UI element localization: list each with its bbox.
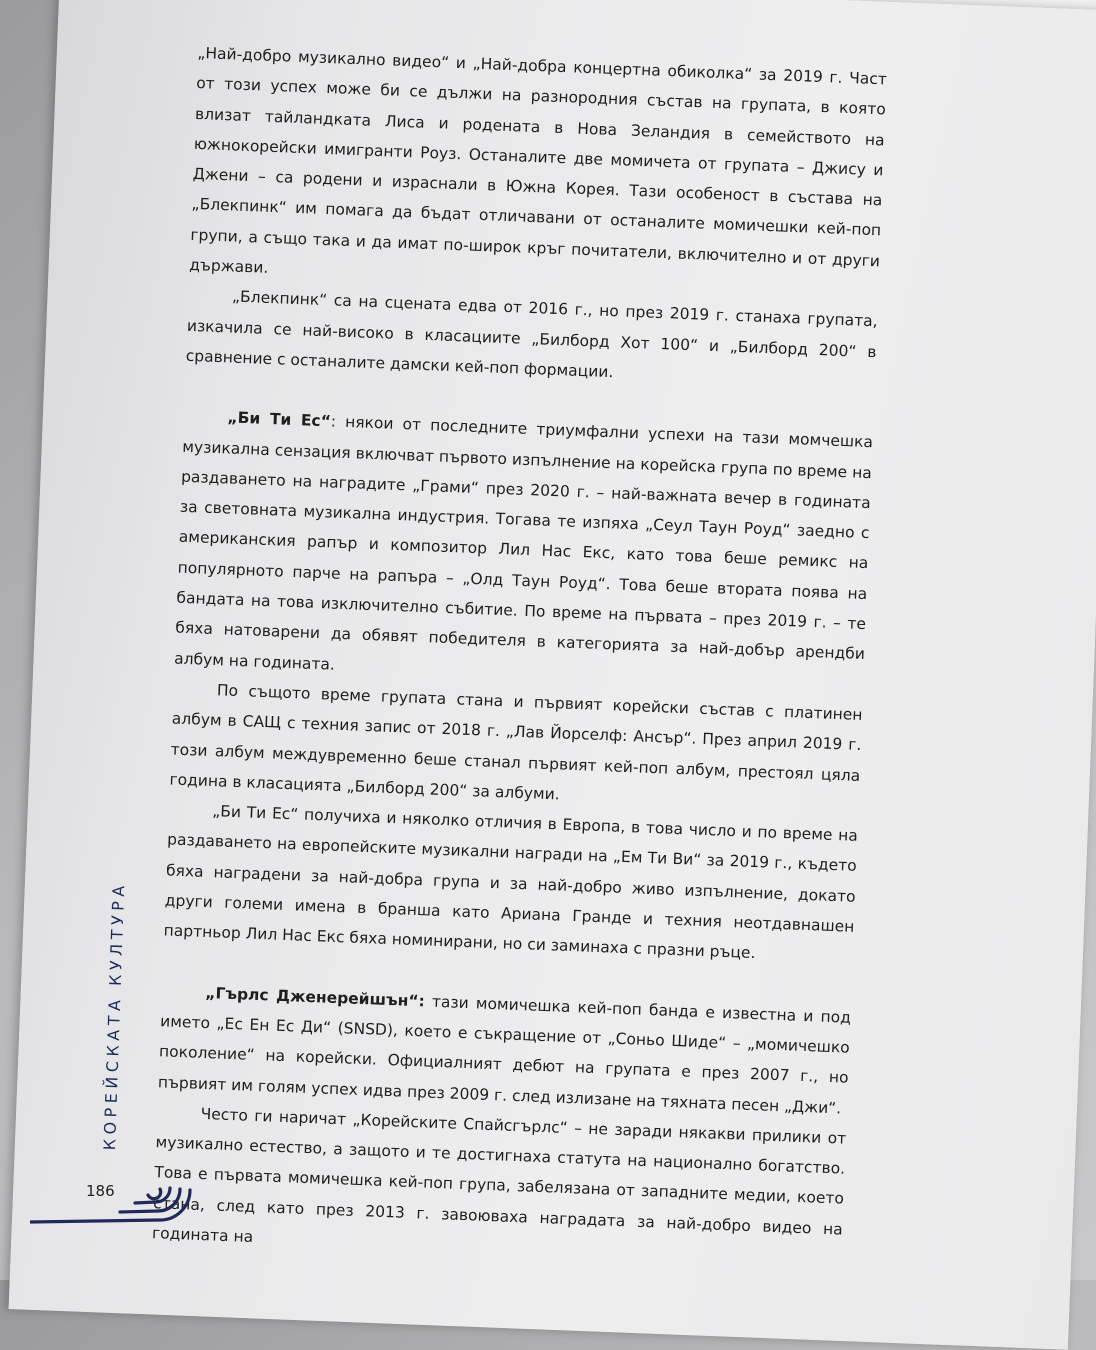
section-title-snsd: „Гърлс Дженерейшън“: [205, 983, 426, 1011]
paragraph-7 [152, 1097, 847, 1275]
section-title-bts: „Би Ти Ес“ [227, 408, 332, 431]
text-run: Често ги наричат „Корейските Спайсгърлс“ – не заради някакви прилики от музикално естество, а защото и те достигнаха статута на национално богатство. Това е първата момичешка кей-поп група, забелязана от западните медии, което стана, след като през 2013 г. завоюваха наградата за най-добро видео на годината на [151, 1104, 847, 1246]
text-run: По същото време групата стана и първият корейски състав с платинен албум в САЩ с техния запис от 2018 г. „Лав Йорселф: Ансър“. През април 2019 г. този албум междувременно беше станал първият кей-поп албум, престоял цяла година в класацията „Билборд 200“ за албуми. [169, 681, 863, 804]
paragraph-1 [189, 38, 888, 307]
text-run: „Блекпинк“ са на сцената едва от 2016 г., но през 2019 г. станаха групата, изкачила се най-високо в класациите „Билборд Хот 100“ и „Билборд 200“ в сравнение с останалите дамски кей-поп формации. [185, 287, 878, 382]
text-run: : някои от последните триумфални успехи на тази момчешка музикална сензация включват първото изпълнение на корейска група по време на раздаването на наградите „Грами“ през 2020 г. – най-важната вечер в годината за световната музикална индустрия. Тогава те изпяха „Сеул Таун Роуд“ заедно с американския рапър и композитор Лил Нас Екс, като това беше ремикс на популярното парче на рапъра – „Олд Таун Роуд“. Това беше втората поява на бандата на това изключително събитие. По време на първата – през 2019 г. – те бяха натоварени да обявят победителя в категорията за най-добър арендби албум на годината. [173, 412, 874, 674]
paragraph-bts-heading [174, 401, 874, 700]
text-run: тази момичешка кей-поп банда е известна и под името „Ес Ен Ес Ди“ (SNSD), което е съкращение от „Соньо Шиде“ – „момичешко поколение“ на корейски. Официалният дебют на групата е през 2007 г., но първият им голям успех идва през 2009 г. след излизане на тяхната песен „Джи“. [157, 992, 852, 1117]
body-text [152, 38, 888, 1275]
paragraph-5 [163, 795, 858, 973]
chapter-side-label: КОРЕЙСКАТА КУЛТУРА [100, 880, 129, 1151]
text-run: „Най-добро музикално видео“ и „Най-добра концертна обиколка“ за 2019 г. Част от този успех може би се дължи на разнородния състав на групата, в която влизат тайландката Лиса и родената в Нова Зеландия в семейството на южнокорейски имигранти Роуз. Останалите две момичета от групата – Джису и Джени – са родени и израснали в Южна Корея. Тази особеност в състава на „Блекпинк“ им помага да бъдат отличавани от останалите момичешки кей-поп групи, а също така и да имат по-широк кръг почитатели, включително и от други държави. [188, 43, 888, 277]
swirl-logo-icon [30, 1170, 230, 1240]
text-run: „Би Ти Ес“ получиха и няколко отличия в Европа, в това число и по време на раздаването на европейските музикални награди на „Ем Ти Ви“ за 2019 г., където бяха наградени за най-добра група и за най-добро живо изпълнение, докато други големи имена в бранша като Ариана Гранде и техния неотдавнашен партньор Лил Нас Екс бяха номинирани, но си заминаха с празни ръце. [163, 802, 859, 963]
page-number: 186 [86, 1182, 115, 1200]
